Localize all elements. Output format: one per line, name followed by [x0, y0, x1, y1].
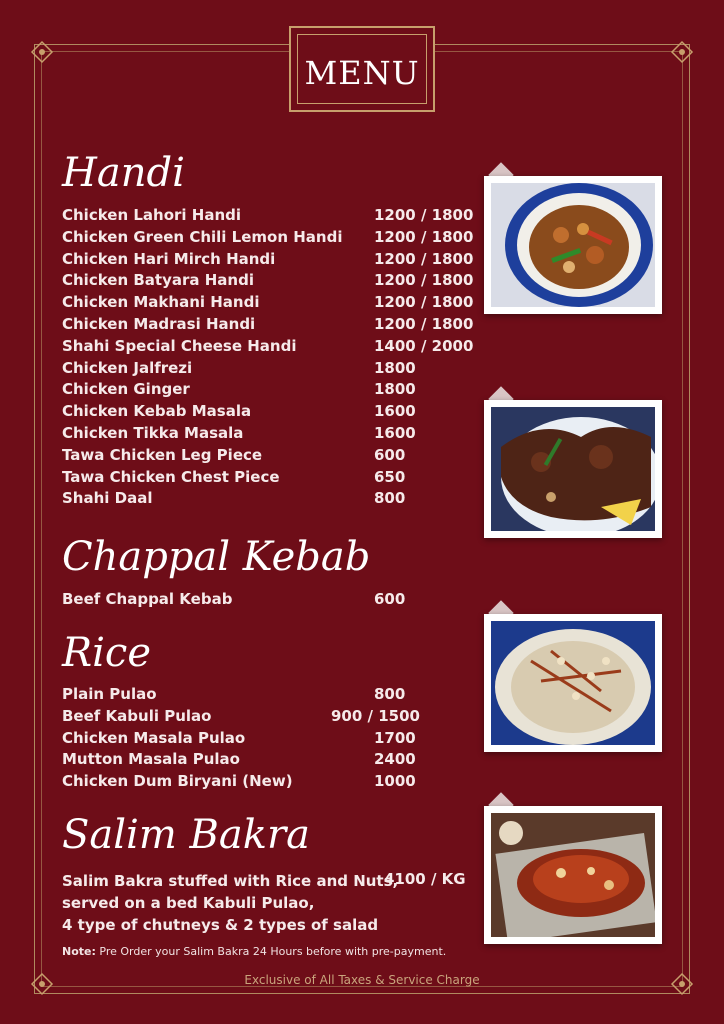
- section-title-chappal-kebab: Chappal Kebab: [62, 534, 371, 580]
- menu-item-price: 1200 / 1800: [374, 249, 474, 268]
- menu-item-price: 1800: [374, 358, 416, 377]
- menu-item-name: Shahi Special Cheese Handi: [62, 336, 297, 355]
- corner-ornament-icon: [670, 40, 694, 64]
- menu-item-name: Chicken Jalfrezi: [62, 358, 193, 377]
- photo-chappal-kebab: [484, 400, 662, 538]
- note-text: Pre Order your Salim Bakra 24 Hours before with pre-payment.: [99, 945, 447, 958]
- menu-item-price: 1200 / 1800: [374, 315, 474, 333]
- section-title-rice: Rice: [62, 630, 151, 676]
- menu-item-name: Chicken Ginger: [62, 380, 190, 399]
- menu-item-price: 1800: [374, 380, 416, 399]
- footer-text: Exclusive of All Taxes & Service Charge: [244, 973, 480, 987]
- chappal-kebab-image: [491, 407, 655, 531]
- menu-item-price: 1600: [374, 402, 416, 421]
- menu-item-price: 1200 / 1800: [374, 271, 474, 290]
- menu-item-name: Chicken Madrasi Handi: [62, 315, 256, 333]
- corner-ornament-icon: [30, 40, 54, 64]
- menu-item-name: Chicken Batyara Handi: [62, 271, 254, 290]
- menu-item-name: Chicken Green Chili Lemon Handi: [62, 227, 343, 246]
- menu-item-price: 1400 / 2000: [374, 336, 474, 355]
- menu-item-price: 1700: [374, 728, 416, 747]
- menu-item-name: Chicken Hari Mirch Handi: [62, 249, 276, 268]
- menu-item-name: Chicken Lahori Handi: [62, 206, 242, 224]
- menu-item-name: Tawa Chicken Chest Piece: [62, 467, 280, 486]
- menu-item-name: Shahi Daal: [62, 489, 153, 508]
- menu-item-name: Plain Pulao: [62, 685, 157, 703]
- menu-item-name: Tawa Chicken Leg Piece: [62, 445, 263, 464]
- menu-item-price: 600: [374, 445, 406, 464]
- salim-bakra-line-2: served on a bed Kabuli Pulao,: [62, 894, 315, 912]
- menu-item-name: Chicken Kebab Masala: [62, 402, 252, 421]
- menu-item-price: 1200 / 1800: [374, 293, 474, 312]
- menu-item-name: Chicken Masala Pulao: [62, 728, 246, 747]
- rice-dish-image: [491, 621, 655, 745]
- photo-handi: [484, 176, 662, 314]
- menu-title: MENU: [304, 54, 420, 92]
- menu-item-price: 1000: [374, 772, 416, 791]
- menu-item-name: Chicken Tikka Masala: [62, 424, 244, 442]
- salim-bakra-line-1: Salim Bakra stuffed with Rice and Nuts,: [62, 872, 399, 890]
- note-label: Note:: [62, 945, 96, 958]
- menu-item-price: 800: [374, 489, 406, 508]
- menu-item-name: Beef Kabuli Pulao: [62, 706, 212, 725]
- menu-item-price: 1600: [374, 424, 416, 442]
- menu-item-price: 2400: [374, 750, 416, 769]
- section-title-salim-bakra: Salim Bakra: [62, 812, 310, 858]
- photo-rice: [484, 614, 662, 752]
- menu-item-name: Mutton Masala Pulao: [62, 750, 240, 769]
- menu-item-price: 1200 / 1800: [374, 227, 474, 246]
- salim-bakra-image: [491, 813, 655, 937]
- photo-salim-bakra: [484, 806, 662, 944]
- menu-item-name: Chicken Makhani Handi: [62, 293, 260, 312]
- section-title-handi: Handi: [62, 150, 185, 196]
- note: [62, 945, 446, 958]
- menu-item-price: 900 / 1500: [331, 706, 420, 725]
- menu-item-price: 1200 / 1800: [374, 206, 474, 224]
- menu-title-box: [289, 26, 435, 112]
- menu-item-price: 800: [374, 685, 406, 703]
- menu-item-price: 600: [374, 590, 406, 608]
- menu-item-name: Beef Chappal Kebab: [62, 590, 233, 608]
- menu-item-price: 650: [374, 467, 406, 486]
- salim-bakra-line-3: 4 type of chutneys & 2 types of salad: [62, 916, 379, 934]
- menu-item-name: Chicken Dum Biryani (New): [62, 772, 293, 791]
- handi-dish-image: [491, 183, 655, 307]
- salim-bakra-price: 4100 / KG: [384, 870, 466, 888]
